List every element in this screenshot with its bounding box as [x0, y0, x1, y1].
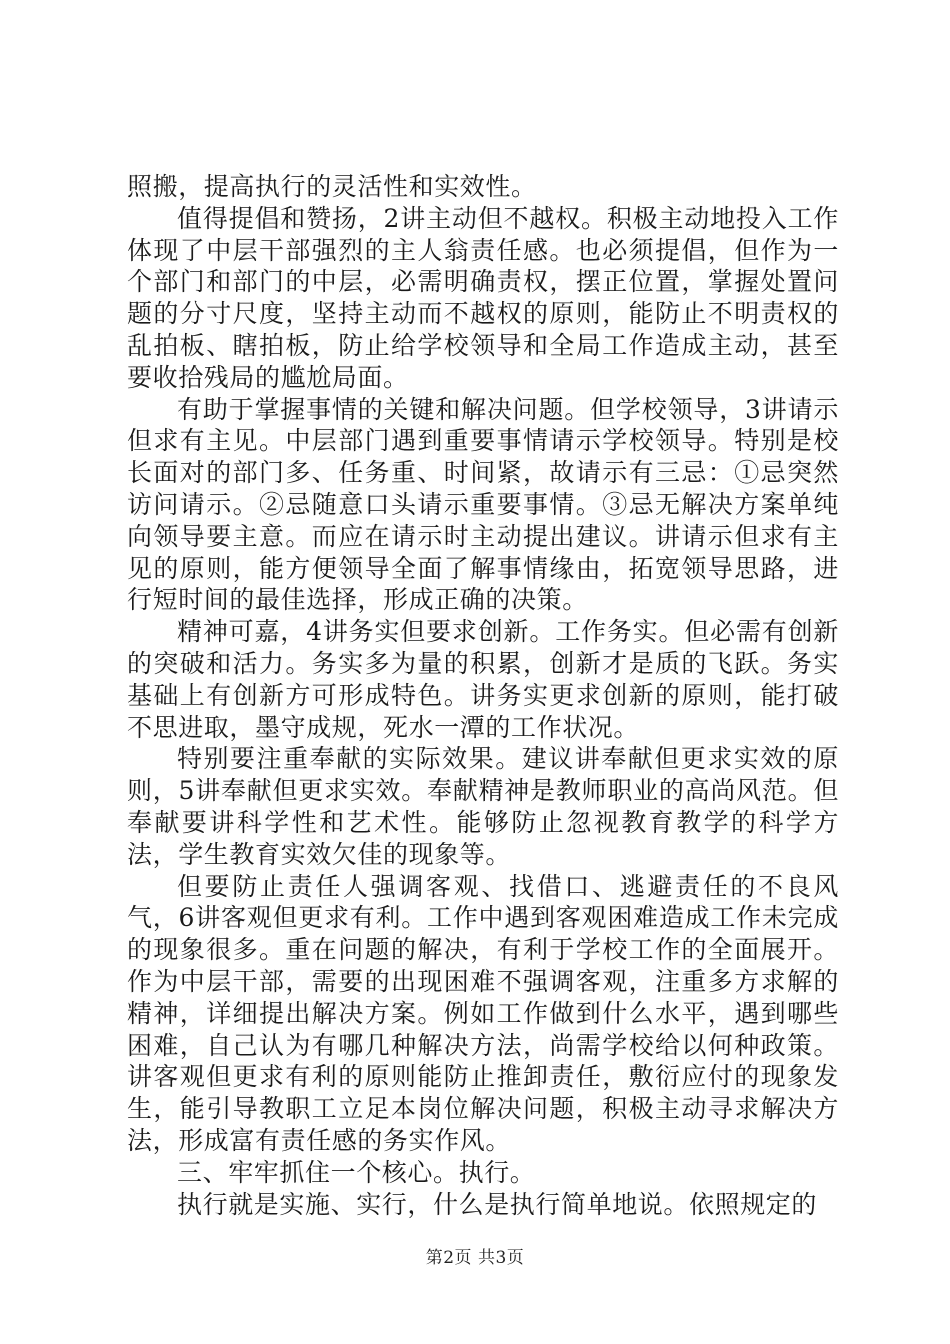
paragraph-execution: 执行就是实施、实行，什么是执行简单地说。依照规定的 [177, 1189, 818, 1219]
paragraph-continuation: 照搬，提高执行的灵活性和实效性。 [127, 172, 537, 201]
page-footer: 第2页 共3页 [425, 1248, 525, 1268]
paragraph-point-2: 值得提倡和赞扬，2讲主动但不越权。积极主动地投入工作体现了中层干部强烈的主人翁责任感。也必须提倡，但作为一个部门和部门的中层，必需明确责权，摆正位置，掌握处置问题的分寸尺度，坚持主动而不越权的原则，能防止不明责权的乱拍板、瞎拍板，防止给学校领导和全局工作造成主动，甚至要收拾残局的尴尬局面。 [127, 203, 839, 392]
paragraph-point-3: 有助于掌握事情的关键和解决问题。但学校领导，3讲请示但求有主见。中层部门遇到重要事情请示学校领导。特别是校长面对的部门多、任务重、时间紧，故请示有三忌：①忌突然访问请示。②忌随意口头请示重要事情。③忌无解决方案单纯向领导要主意。而应在请示时主动提出建议。讲请示但求有主见的原则，能方便领导全面了解事情缘由，拓宽领导思路，进行短时间的最佳选择，形成正确的决策。 [127, 394, 839, 615]
document-body [127, 171, 839, 1220]
section-heading-3: 三、牢牢抓住一个核心。执行。 [177, 1157, 536, 1187]
paragraph-point-6: 但要防止责任人强调客观、找借口、逃避责任的不良风气，6讲客观但更求有利。工作中遇到客观困难造成工作未完成的现象很多。重在问题的解决，有利于学校工作的全面展开。作为中层干部，需要的出现困难不强调客观，注重多方求解的精神，详细提出解决方案。例如工作做到什么水平，遇到哪些困难，自己认为有哪几种解决方法，尚需学校给以何种政策。讲客观但更求有利的原则能防止推卸责任，敷衍应付的现象发生，能引导教职工立足本岗位解决问题，积极主动寻求解决方法，形成富有责任感的务实作风。 [127, 871, 839, 1155]
paragraph-point-4: 精神可嘉，4讲务实但要求创新。工作务实。但必需有创新的突破和活力。务实多为量的积累，创新才是质的飞跃。务实基础上有创新方可形成特色。讲务实更求创新的原则，能打破不思进取，墨守成规，死水一潭的工作状况。 [127, 617, 839, 742]
paragraph-point-5: 特别要注重奉献的实际效果。建议讲奉献但更求实效的原则，5讲奉献但更求实效。奉献精神是教师职业的高尚风范。但奉献要讲科学性和艺术性。能够防止忽视教育教学的科学方法，学生教育实效欠佳的现象等。 [127, 744, 839, 869]
